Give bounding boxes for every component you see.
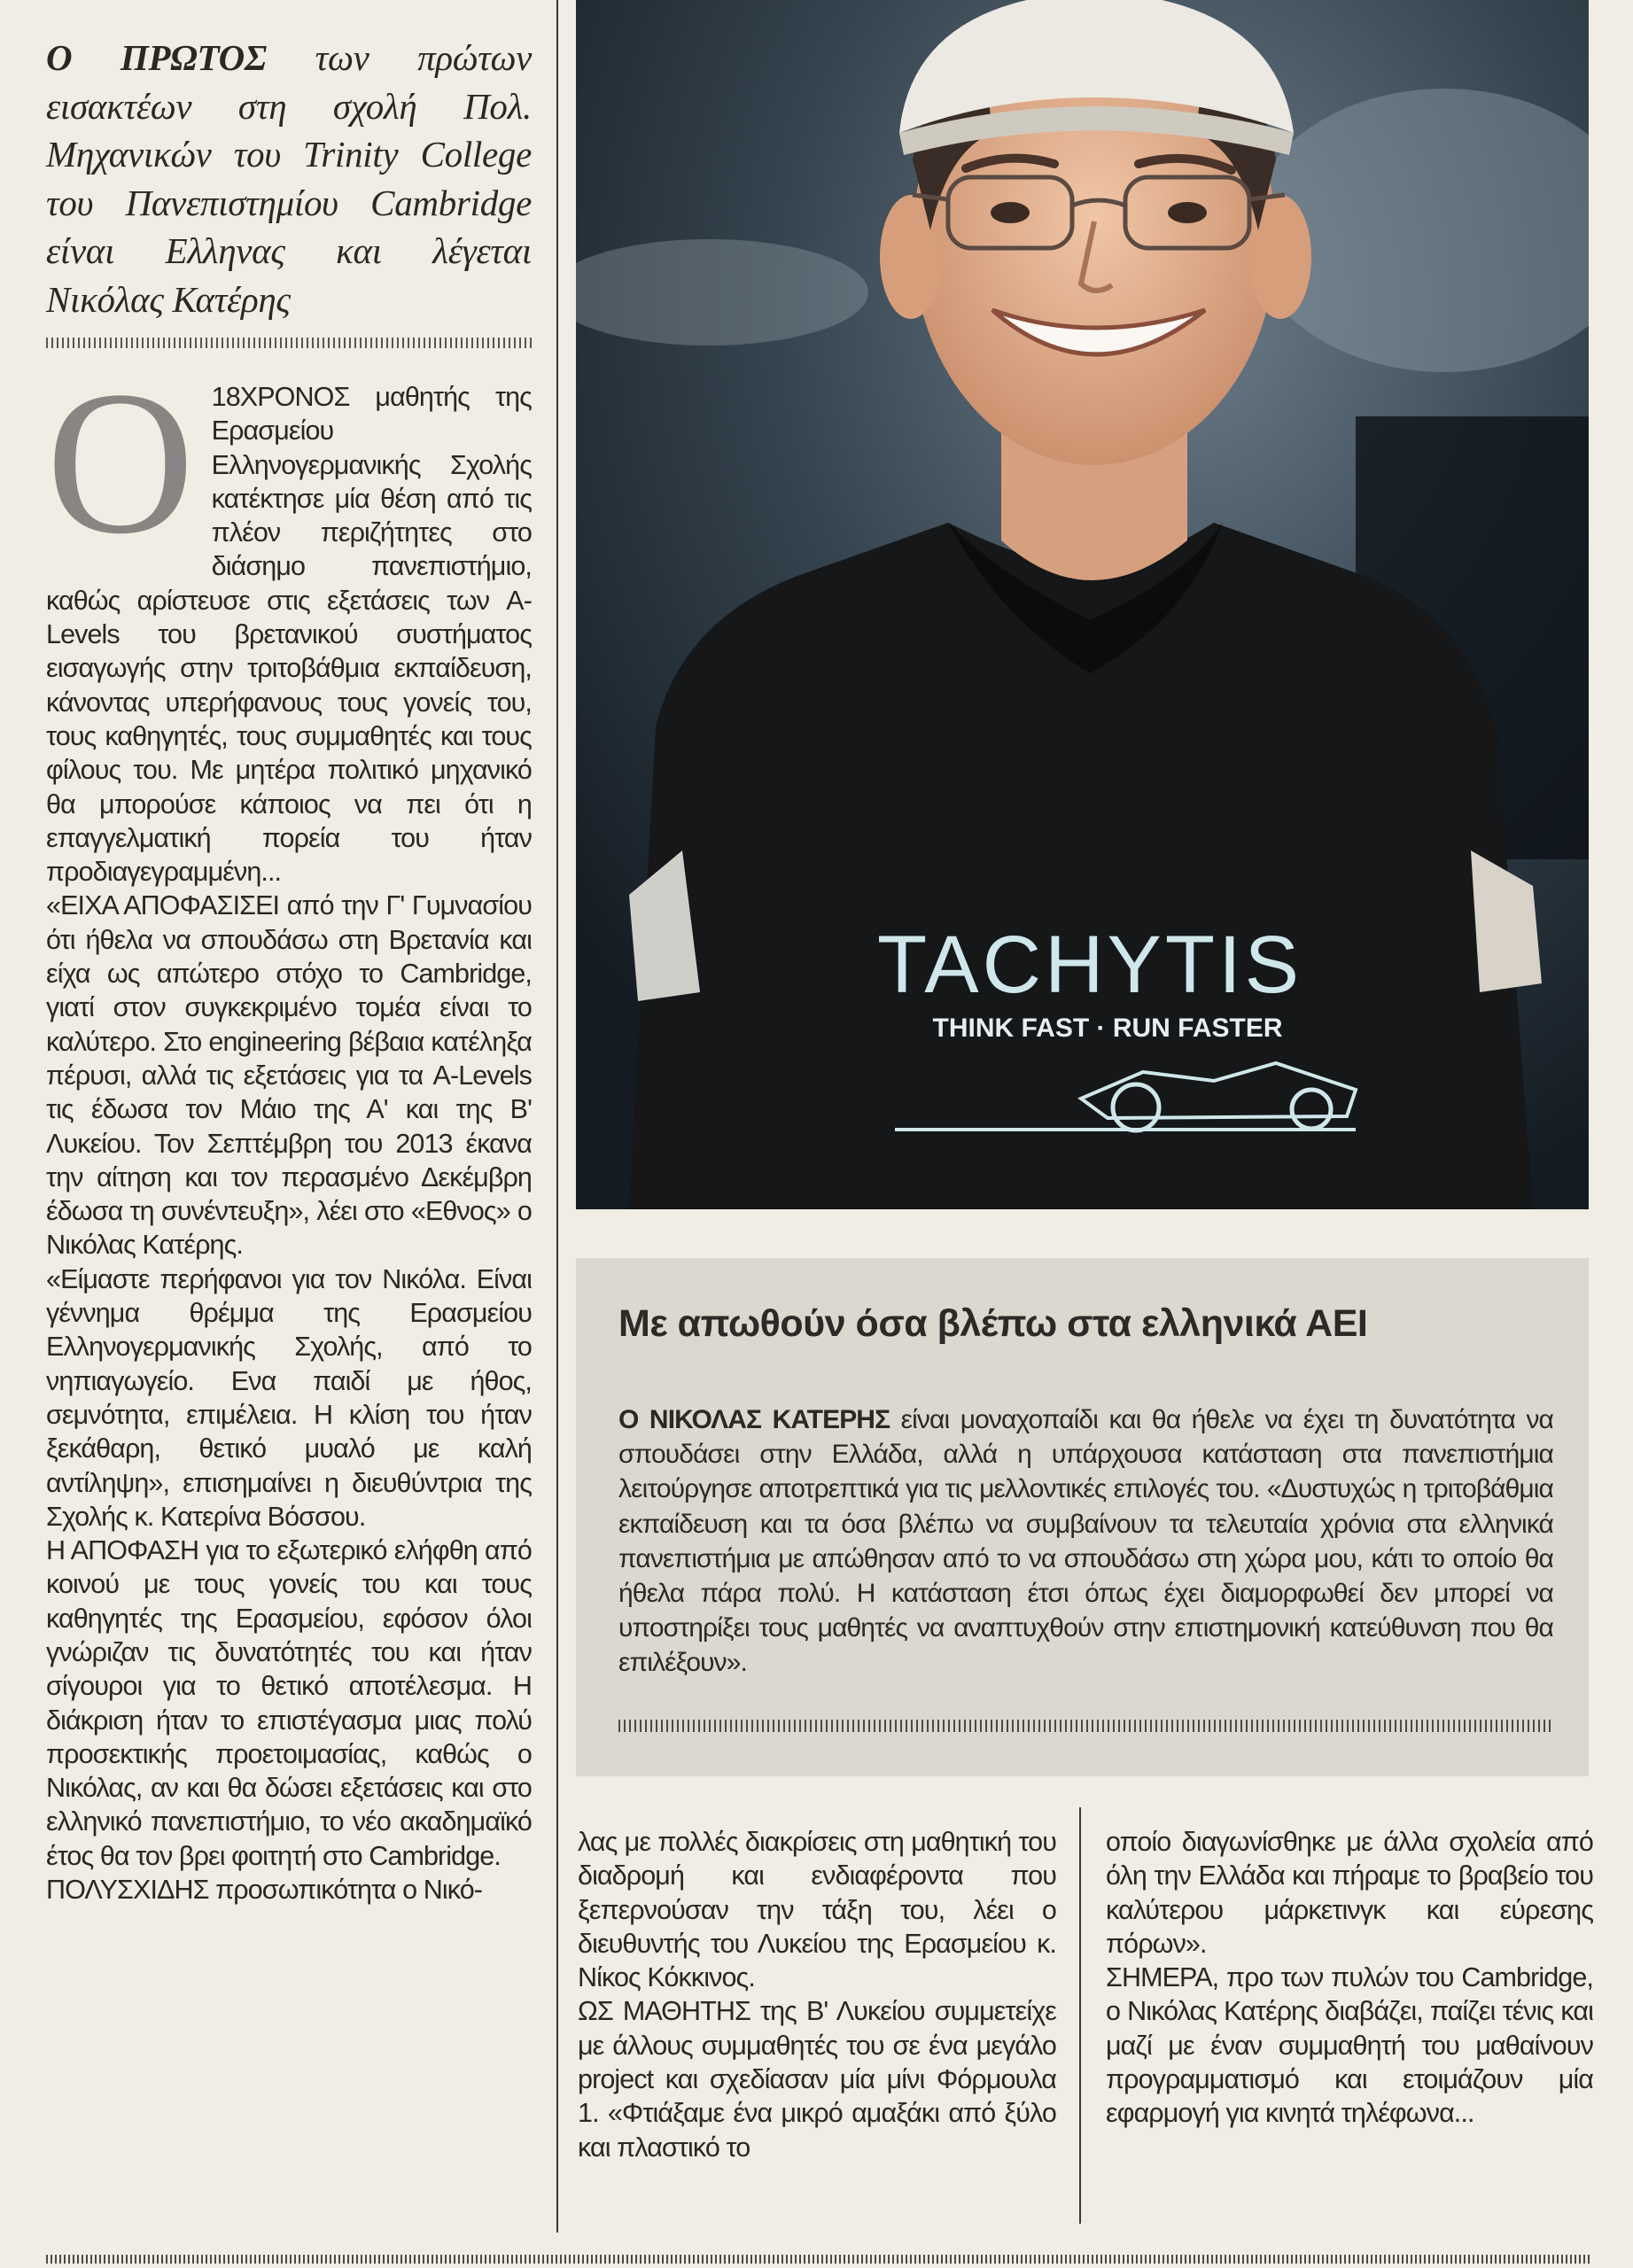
lede-paragraph (46, 34, 532, 323)
left-column (46, 34, 532, 2240)
portrait-illustration (576, 0, 1589, 1209)
drop-cap: Ο (46, 349, 194, 577)
sidebar-title: Με απωθούν όσα βλέπω στα ελληνικά ΑΕΙ (618, 1302, 1368, 1345)
shirt-brand-text: TACHYTIS (876, 920, 1303, 1010)
middle-column (578, 1825, 1056, 2164)
column-divider (1079, 1807, 1081, 2224)
article-paragraph: λας με πολλές διακρίσεις στη μαθητική του διαδρομή και ενδιαφέροντα που ξεπερνούσαν την τάξη του, λέει ο διευθυντής του Λυκείου της Ερασμείου κ. Νίκος Κόκκινος. (578, 1827, 1056, 1993)
article-paragraph: ΩΣ ΜΑΘΗΤΗΣ της Β' Λυκείου συμμετείχε με άλλους συμμαθητές του σε ένα μεγάλο project και σχεδίασαν μία μίνι Φόρμουλα 1. «Φτιάξαμε ένα μικρό αμαξάκι από ξύλο και πλαστικό το (578, 1996, 1056, 2163)
sidebar-bold-lead: Ο ΝΙΚΟΛΑΣ ΚΑΤΕΡΗΣ (618, 1405, 890, 1434)
lede-text: των πρώτων εισακτέων στη σχολή Πολ. Μηχανικών του Trinity College του Πανεπιστημίου Cambridge είναι Ελληνας και λέγεται Νικόλας Κατέρης (46, 37, 532, 320)
right-column (1106, 1825, 1593, 2131)
sidebar-box (576, 1258, 1589, 1776)
sidebar-text (618, 1402, 1553, 1681)
article-paragraph: ΣΗΜΕΡΑ, προ των πυλών του Cambridge, ο Νικόλας Κατέρης διαβάζει, παίζει τένις και μαζί με έναν συμμαθητή του μαθαίνουν προγραμματισμό και ετοιμάζουν μία εφαρμογή για κινητά τηλέφωνα... (1106, 1962, 1593, 2129)
article-paragraph: «Είμαστε περήφανοι για τον Νικόλα. Είναι γέννημα θρέμμα της Ερασμείου Ελληνογερμανικής Σχολής, από το νηπιαγωγείο. Ενα παιδί με ήθος, σεμνότητα, επιμέλεια. Η κλίση του ήταν ξεκάθαρη, θετικό μυαλό με καλή αντίληψη», επισημαίνει η διευθύντρια της Σχολής κ. Κατερίνα Βόσσου. (46, 1263, 532, 1532)
lede-bold: Ο ΠΡΩΤΟΣ (46, 37, 267, 78)
article-paragraph: 18ΧΡΟΝΟΣ μαθητής της Ερασμείου Ελληνογερμανικής Σχολής κατέκτησε μία θέση από τις πλέον περιζήτητες στο διάσημο πανεπιστήμιο, καθώς αρίστευσε στις εξετάσεις των A-Levels του βρετανικού συστήματος εισαγωγής στην τριτοβάθμια εκπαίδευση, κάνοντας υπερήφανους τους γονείς του, τους καθηγητές, τους συμμαθητές και τους φίλους του. Με μητέρα πολιτικό μηχανικό θα μπορούσε κάποιος να πει ότι η επαγγελματική πορεία του ήταν προδιαγεγραμμένη... (46, 382, 532, 888)
shirt-slogan-text: THINK FAST · RUN FASTER (932, 1014, 1283, 1043)
sidebar-divider (618, 1720, 1553, 1732)
article-body (46, 349, 532, 1907)
article-paragraph: «ΕΙΧΑ ΑΠΟΦΑΣΙΣΕΙ από την Γ' Γυμνασίου ότι ήθελα να σπουδάσω στη Βρετανία και είχα ως απώτερο στόχο το Cambridge, γιατί στον συγκεκριμένο τομέα είναι το καλύτερο. Στο engineering βέβαια κατέληξα πέρυσι, αλλά τις εξετάσεις για τα A-Levels τις έδωσα τον Μάιο της Α' και της Β' Λυκείου. Τον Σεπτέμβρη του 2013 έκανα την αίτηση και τον περασμένο Δεκέμβρη έδωσα τη συνέντευξη», λέει στο «Εθνος» ο Νικόλας Κατέρης. (46, 890, 532, 1261)
article-paragraph: οποίο διαγωνίσθηκε με άλλα σχολεία από όλη την Ελλάδα και πήραμε το βραβείο του καλύτερου μάρκετινγκ και εύρεσης πόρων». (1106, 1827, 1593, 1959)
bottom-divider (46, 2255, 1592, 2264)
article-paragraph: ΠΟΛΥΣΧΙΔΗΣ προσωπικότητα ο Νικό- (46, 1875, 483, 1906)
lede-divider (46, 338, 532, 348)
sidebar-body: είναι μοναχοπαίδι και θα ήθελε να έχει τη δυνατότητα να σπουδάσει στην Ελλάδα, αλλά η υπάρχουσα κατάσταση στα πανεπιστήμια λειτούργησε αποτρεπτικά για τις μελλοντικές επιλογές του. «Δυστυχώς η τριτοβάθμια εκπαίδευση και τα όσα βλέπω να συμβαίνουν τα τελευταία χρόνια στα ελληνικά πανεπιστήμια με απώθησαν από το να σπουδάσω στη χώρα μου, κάτι το οποίο θα ήθελα πάρα πολύ. Η κατάσταση έτσι όπως έχει διαμορφωθεί δεν μπορεί να υποστηρίξει τους μαθητές να αναπτυχθούν στην επιστημονική κατεύθυνση που θα επιλέξουν». (618, 1405, 1553, 1678)
portrait-photo (576, 0, 1589, 1209)
article-paragraph: Η ΑΠΟΦΑΣΗ για το εξωτερικό ελήφθη από κοινού με τους γονείς του και τους καθηγητές της Ερασμείου, εφόσον όλοι γνώριζαν τις δυνατότητές του και ήταν σίγουροι για το θετικό αποτέλεσμα. Η διάκριση ήταν το επιστέγασμα μιας πολύ προσεκτικής προετοιμασίας, καθώς ο Νικόλας, αν και θα δώσει εξετάσεις και στο ελληνικό πανεπιστήμιο, το νέο ακαδημαϊκό έτος θα τον βρει φοιτητή στο Cambridge. (46, 1535, 532, 1871)
column-divider (556, 0, 558, 2233)
